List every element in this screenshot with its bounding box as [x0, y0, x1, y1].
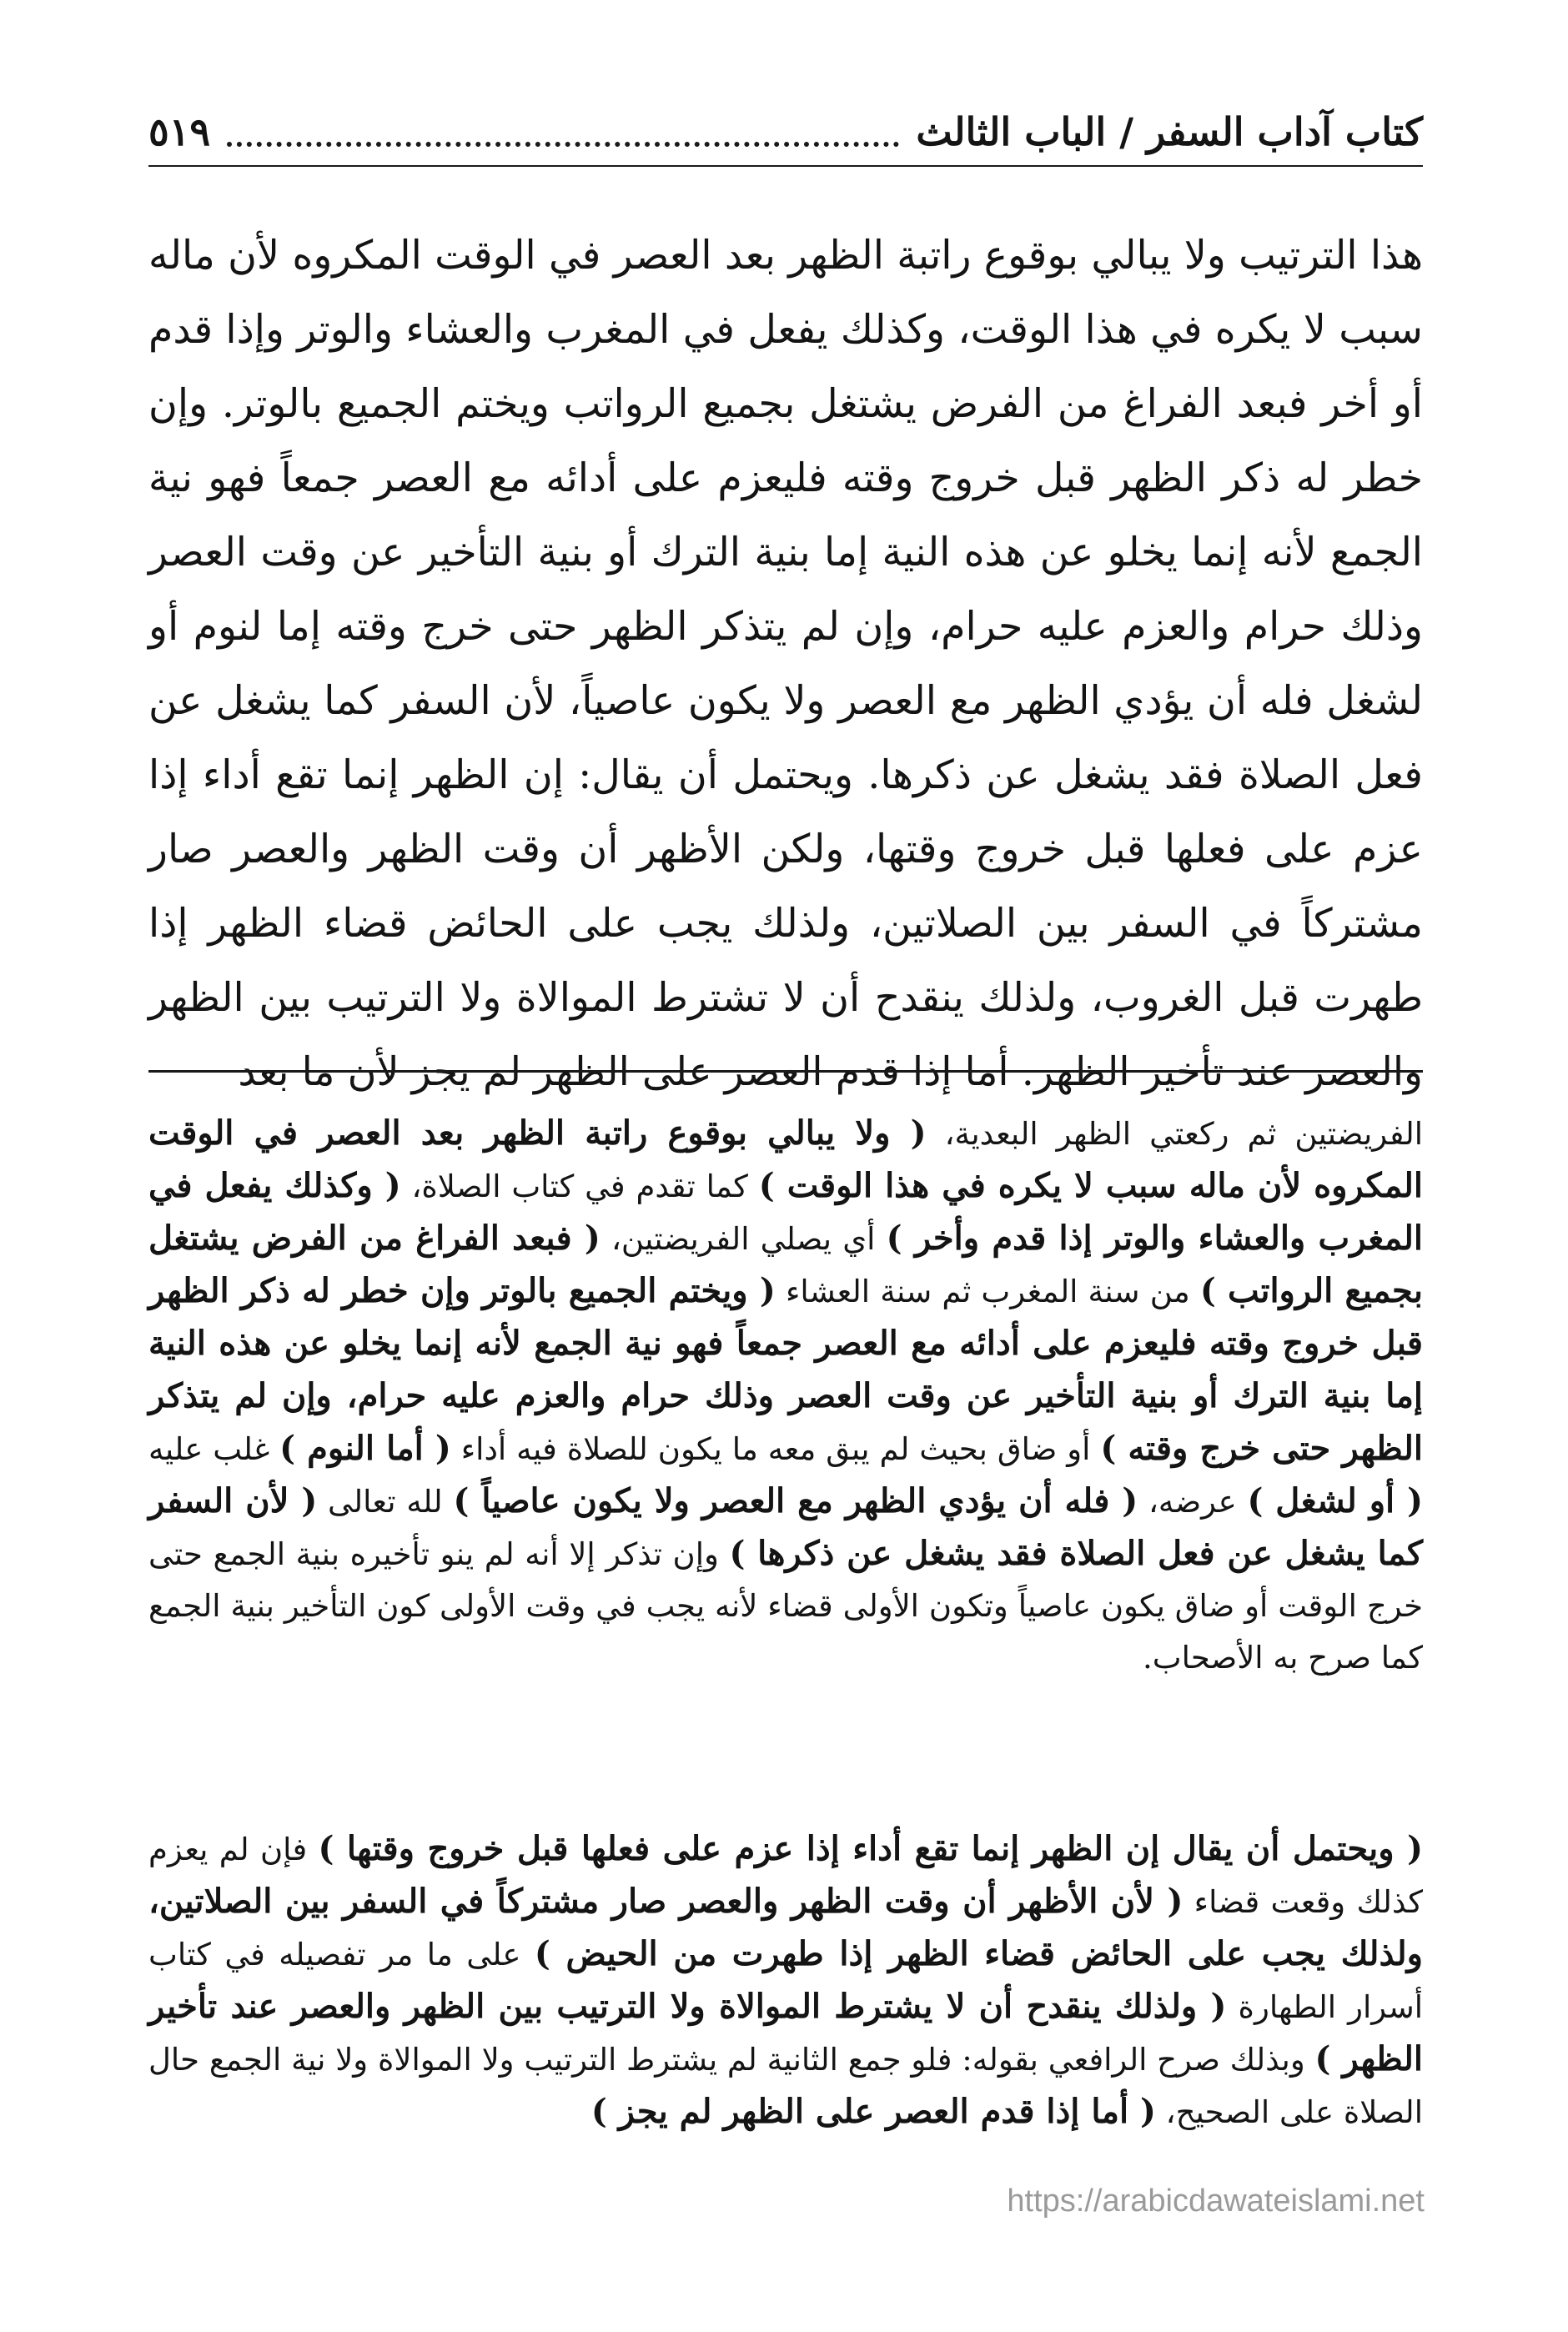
quoted-matn: ( أما إذا قدم العصر على الظهر لم يجز ): [591, 2092, 1156, 2131]
commentary-text: على ما مر تفصيله في كتاب أسرار الطهارة: [148, 1937, 1423, 2025]
main-text: هذا الترتيب ولا يبالي بوقوع راتبة الظهر بعد العصر في الوقت المكروه لأن ماله سبب لا يكره في هذا الوقت، وكذلك يفعل في المغرب والعشاء والوتر وإذا قدم أو أخر فبعد الفراغ من الفرض يشتغل بجميع الرواتب ويختم الجميع بالوتر. وإن خطر له ذكر الظهر قبل خروج وقته فليعزم على أدائه مع العصر جمعاً فهو نية الجمع لأنه إنما يخلو عن هذه النية إما بنية الترك أو بنية التأخير عن وقت العصر وذلك حرام والعزم عليه حرام، وإن لم يتذكر الظهر حتى خرج وقته إما لنوم أو لشغل فله أن يؤدي الظهر مع العصر ولا يكون عاصياً، لأن السفر كما يشغل عن فعل الصلاة فقد يشغل عن ذكرها. ويحتمل أن يقال: إن الظهر إنما تقع أداء إذا عزم على فعلها قبل خروج وقتها، ولكن الأظهر أن وقت الظهر والعصر صار مشتركاً في السفر بين الصلاتين، ولذلك يجب على الحائض قضاء الظهر إذا طهرت قبل الغروب، ولذلك ينقدح أن لا تشترط الموالاة ولا الترتيب بين الظهر والعصر عند تأخير الظهر. أما إذا قدم العصر على الظهر لم يجز لأن ما بعد: [148, 233, 1423, 1095]
commentary-text: وبذلك صرح الرافعي بقوله: فلو جمع الثانية لم يشترط الترتيب ولا الموالاة ولا نية الجمع حال الصلاة على الصحيح،: [148, 2042, 1423, 2130]
quoted-matn: ( أو لشغل ): [1247, 1481, 1423, 1520]
quoted-matn: ( وكذلك يفعل في المغرب والعشاء والوتر إذا قدم وأخر ): [148, 1166, 1423, 1258]
quoted-matn: ( لأن السفر كما يشغل عن فعل الصلاة فقد يشغل عن ذكرها ): [148, 1481, 1423, 1573]
quoted-matn: ( ويختم الجميع بالوتر وإن خطر له ذكر الظهر قبل خروج وقته فليعزم على أدائه مع العصر جمعاً فهو نية الجمع لأنه إنما يخلو عن هذه النية إما بنية الترك أو بنية التأخير عن وقت العصر وذلك حرام والعزم عليه حرام، وإن لم يتذكر الظهر حتى خرج وقته ): [148, 1271, 1424, 1468]
commentary-text: أو ضاق بحيث لم يبق معه ما يكون للصلاة فيه أداء: [450, 1431, 1101, 1467]
leader-dots: [227, 117, 899, 147]
quoted-matn: ( ولا يبالي بوقوع راتبة الظهر بعد العصر في الوقت المكروه لأن ماله سبب لا يكره في هذا الوقت ): [148, 1113, 1423, 1205]
commentary-text: أي يصلي الفريضتين،: [600, 1221, 887, 1257]
page-number: ٥١٩: [148, 109, 211, 154]
quoted-matn: ( فبعد الفراغ من الفرض يشتغل بجميع الرواتب ): [148, 1219, 1423, 1310]
quoted-matn: ( أما النوم ): [279, 1429, 451, 1468]
separator-line: [148, 1070, 1423, 1073]
commentary-paragraph-2: [148, 1823, 1423, 2139]
commentary-text: فإن لم يعزم كذلك وقعت قضاء: [148, 1832, 1423, 1920]
commentary-text: لله تعالى: [317, 1484, 454, 1520]
running-header: [148, 98, 1423, 167]
commentary-paragraph-1: [148, 1108, 1423, 1684]
commentary-text: عرضه،: [1138, 1484, 1248, 1520]
commentary-text: وإن تذكر إلا أنه لم ينو تأخيره بنية الجمع حتى خرج الوقت أو ضاق يكون عاصياً وتكون الأولى قضاء لأنه يجب في وقت الأولى كون التأخير بنية الجمع كما صرح به الأصحاب.: [148, 1536, 1423, 1676]
chapter-title: كتاب آداب السفر / الباب الثالث: [916, 109, 1423, 154]
quoted-matn: ( لأن الأظهر أن وقت الظهر والعصر صار مشتركاً في السفر بين الصلاتين، ولذلك يجب على الحائض قضاء الظهر إذا طهرت من الحيض ): [148, 1882, 1423, 1973]
watermark-url: https://arabicdawateislami.net: [1007, 2184, 1425, 2219]
commentary-text: الفريضتين ثم ركعتي الظهر البعدية،: [926, 1116, 1423, 1152]
commentary-text: كما تقدم في كتاب الصلاة،: [400, 1169, 759, 1204]
commentary-text: غلب عليه: [148, 1431, 280, 1467]
quoted-matn: ( فله أن يؤدي الظهر مع العصر ولا يكون عاصياً ): [453, 1481, 1138, 1520]
quoted-matn: ( ويحتمل أن يقال إن الظهر إنما تقع أداء إذا عزم على فعلها قبل خروج وقتها ): [318, 1829, 1423, 1868]
commentary-text: من سنة المغرب ثم سنة العشاء: [775, 1274, 1200, 1309]
quoted-matn: ( ولذلك ينقدح أن لا يشترط الموالاة ولا الترتيب بين الظهر والعصر عند تأخير الظهر ): [148, 1987, 1423, 2078]
